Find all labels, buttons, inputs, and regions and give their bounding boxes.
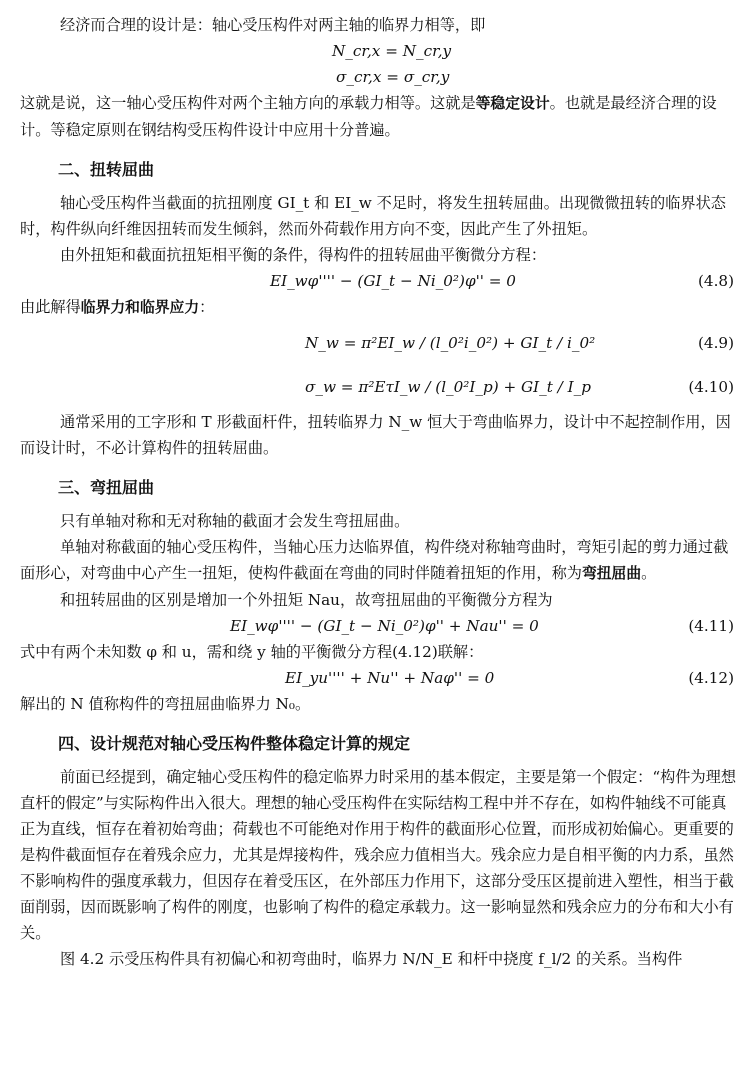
paragraph: 前面已经提到，确定轴心受压构件的稳定临界力时采用的基本假定，主要是第一个假定：“构件为理想直杆的假定”与实际构件出入很大。理想的轴心受压构件在实际结构工程中并不存在，如构件轴线不可能真正为直线，恒存在着初始弯曲；荷载也不可能绝对作用于构件的截面形心位置，而形成初始偏心。更重要的是构件截面恒存在着残余应力，尤其是焊接构件，残余应力值相当大。残余应力是自相平衡的内力系，虽然不影响构件的强度承载力，但因存在着受压区，在外部压力作用下，这部分受压区提前进入塑性，相当于截面削弱，因而既影响了构件的刚度，也影响了构件的稳定承载力。这一影响显然和残余应力的分布和大小有关。 bbox=[20, 768, 737, 942]
paragraph: 经济而合理的设计是：轴心受压构件对两主轴的临界力相等，即 bbox=[60, 16, 486, 34]
equation: EI_wφ'''' − (GI_t − Ni_0²)φ'' = 0 (4.8) bbox=[20, 268, 736, 294]
equation-number: (4.8) bbox=[697, 272, 734, 290]
equation: σ_w = π²EτI_w / (l_0²I_p) + GI_t / I_p (4.10) bbox=[20, 365, 736, 409]
equation-number: (4.9) bbox=[697, 334, 734, 352]
page-content bbox=[20, 12, 736, 972]
bold-term: 弯扭屈曲 bbox=[581, 565, 642, 582]
paragraph: 只有单轴对称和无对称轴的截面才会发生弯扭屈曲。 bbox=[60, 512, 410, 530]
paragraph: 由此解得临界力和临界应力： bbox=[20, 298, 215, 316]
section-heading: 二、扭转屈曲 bbox=[58, 160, 155, 179]
equation: EI_wφ'''' − (GI_t − Ni_0²)φ'' + Nau'' = 0 (4.11) bbox=[20, 613, 736, 639]
paragraph: 由外扭矩和截面抗扭矩相平衡的条件，得构件的扭转屈曲平衡微分方程： bbox=[60, 246, 546, 264]
paragraph: 解出的 N 值称构件的弯扭屈曲临界力 N₀。 bbox=[20, 695, 311, 713]
paragraph: 和扭转屈曲的区别是增加一个外扭矩 Nau，故弯扭屈曲的平衡微分方程为 bbox=[60, 591, 553, 609]
equation: N_w = π²EI_w / (l_0²i_0²) + GI_t / i_0² (4.9) bbox=[20, 321, 736, 365]
paragraph: 图 4.2 示受压构件具有初偏心和初弯曲时，临界力 N/N_E 和杆中挠度 f_l/2 的关系。当构件 bbox=[60, 950, 683, 968]
section-heading: 三、弯扭屈曲 bbox=[58, 478, 155, 497]
equation: EI_yu'''' + Nu'' + Naφ'' = 0 (4.12) bbox=[20, 665, 736, 691]
equation-number: (4.10) bbox=[688, 378, 734, 396]
paragraph: 式中有两个未知数 φ 和 u，需和绕 y 轴的平衡微分方程(4.12)联解： bbox=[20, 643, 484, 661]
equation-number: (4.12) bbox=[688, 669, 734, 687]
equation: σ_cr,x = σ_cr,y bbox=[336, 68, 450, 86]
equation-number: (4.11) bbox=[688, 617, 734, 635]
paragraph: 单轴对称截面的轴心受压构件，当轴心压力达临界值，构件绕对称轴弯曲时，弯矩引起的剪力通过截面形心，对弯曲中心产生一扭矩，使构件截面在弯曲的同时伴随着扭矩的作用，称为弯扭屈曲。 bbox=[20, 538, 729, 582]
section-heading: 四、设计规范对轴心受压构件整体稳定计算的规定 bbox=[58, 734, 411, 753]
bold-term: 等稳定设计 bbox=[475, 95, 550, 112]
paragraph: 这就是说，这一轴心受压构件对两个主轴方向的承载力相等。这就是等稳定设计。也就是最经济合理的设计。等稳定原则在钢结构受压构件设计中应用十分普遍。 bbox=[20, 94, 717, 139]
paragraph: 通常采用的工字形和 T 形截面杆件，扭转临界力 N_w 恒大于弯曲临界力，设计中不起控制作用，因而设计时，不必计算构件的扭转屈曲。 bbox=[20, 413, 731, 457]
paragraph: 轴心受压构件当截面的抗扭刚度 GI_t 和 EI_w 不足时，将发生扭转屈曲。出现微微扭转的临界状态时，构件纵向纤维因扭转而发生倾斜，然而外荷载作用方向不变，因此产生了外扭矩。 bbox=[20, 194, 726, 238]
equation: N_cr,x = N_cr,y bbox=[332, 42, 452, 60]
bold-term: 临界力和临界应力 bbox=[80, 299, 200, 316]
